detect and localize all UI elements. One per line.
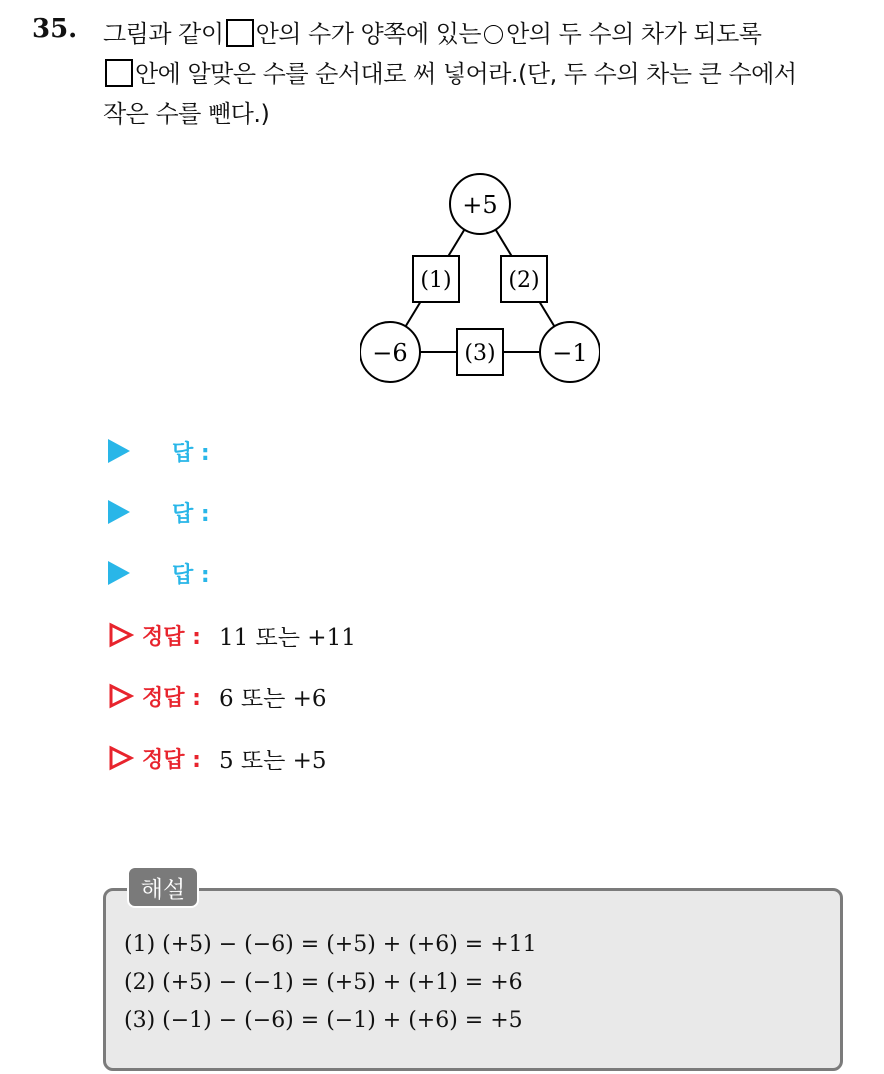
answer-row-1 [108,433,210,469]
solution-line: (2) (+5) − (−1) = (+5) + (+1) = +6 [124,970,523,995]
solution-line: (1) (+5) − (−6) = (+5) + (+6) = +11 [124,932,537,957]
solution-line: (3) (−1) − (−6) = (−1) + (+6) = +5 [124,1008,523,1033]
circle-right-label: −1 [552,339,588,367]
answer-row-2 [108,494,210,530]
outline-arrow-icon [108,745,134,771]
square-box-icon [226,19,254,47]
solution-lines [124,926,537,1040]
question-text [103,14,873,134]
box-2-label: (2) [508,268,540,293]
outline-arrow-icon [108,622,134,648]
answer-label: 답 : [172,562,210,588]
solution-tag: 해설 [127,866,199,908]
correct-label: 정답 : [142,747,201,773]
play-arrow-icon [108,561,130,585]
question-line-2 [103,54,873,94]
correct-value: 5 또는 +5 [218,747,327,774]
correct-row-2 [108,678,327,714]
answer-label: 답 : [172,440,210,466]
correct-value: 6 또는 +6 [218,685,327,712]
question-line-1 [103,14,873,54]
question-text-part: 안의 두 수의 차가 되도록 [506,20,762,48]
circle-icon [484,25,503,44]
correct-value: 11 또는 +11 [218,624,356,651]
question-number: 35. [32,14,78,44]
answer-row-3 [108,555,210,591]
triangle-diagram [360,170,600,390]
correct-row-3 [108,740,327,776]
correct-label: 정답 : [142,624,201,650]
play-arrow-icon [108,500,130,524]
box-3-label: (3) [464,341,496,366]
question-text-part: 그림과 같이 [103,20,224,48]
diagram-svg [360,170,600,390]
answer-label: 답 : [172,501,210,527]
correct-label: 정답 : [142,685,201,711]
circle-left-label: −6 [372,339,408,367]
question-text-part: 안에 알맞은 수를 순서대로 써 넣어라.(단, 두 수의 차는 큰 수에서 [135,60,797,88]
question-text-part: 안의 수가 양쪽에 있는 [255,20,482,48]
question-line-3: 작은 수를 뺀다.) [103,100,270,128]
circle-top-label: +5 [462,191,498,219]
play-arrow-icon [108,439,130,463]
correct-row-1 [108,617,356,653]
outline-arrow-icon [108,683,134,709]
square-box-icon [105,59,133,87]
box-1-label: (1) [420,268,452,293]
